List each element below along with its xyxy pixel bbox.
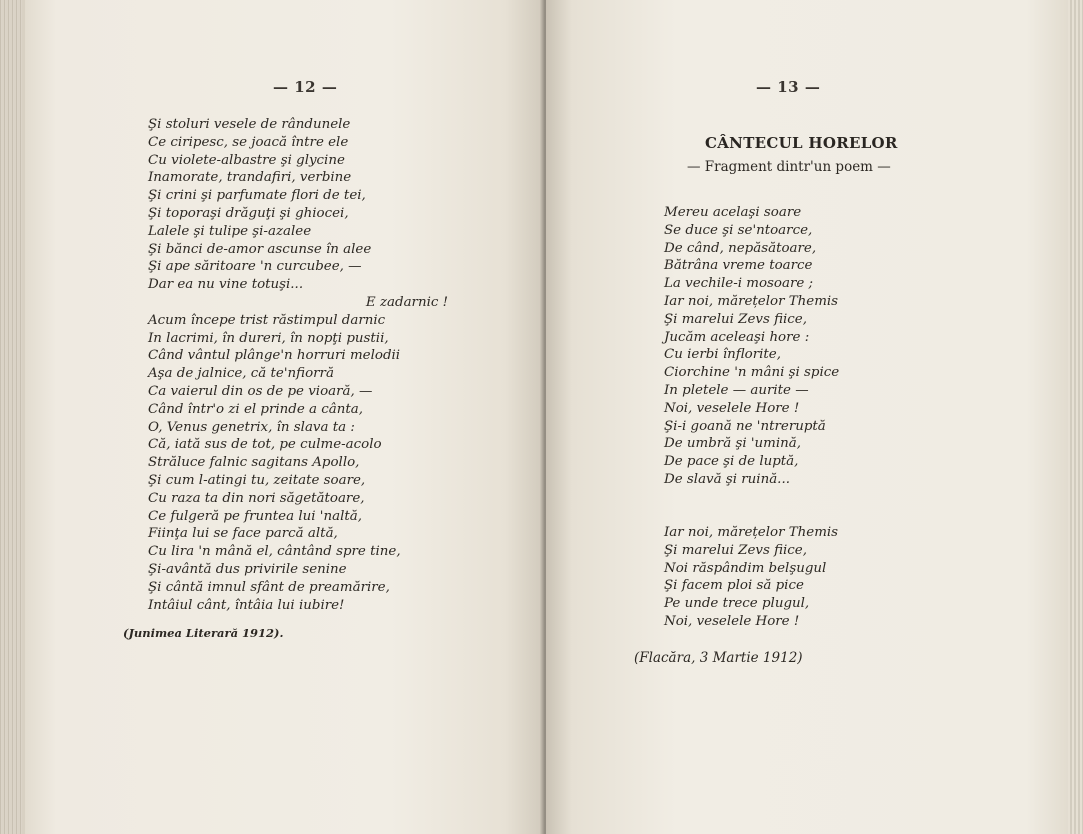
poem-line: In lacrimi, în dureri, în nopţi pustii, [148,330,389,346]
poem-line: Cu ierbi înflorite, [664,347,781,363]
poem-line: Noi, veselele Hore ! [664,613,800,629]
poem-line: Şi bănci de-amor ascunse în alee [148,241,372,257]
left-page-edges [0,0,22,834]
poem-line: Când într'o zi el prinde a cânta, [148,401,364,417]
poem-line: Şi ape săritoare 'n curcubee, — [148,259,362,275]
poem-line: Cu violete-albastre şi glycine [148,152,345,168]
poem-line: Şi marelui Zevs fiice, [664,542,807,558]
poem-line: Jucăm aceleaşi hore : [664,329,810,345]
poem-line: De când, nepăsătoare, [664,240,817,256]
poem-line: E zadarnic ! [365,294,448,310]
poem-line: Iar noi, mărețelor Themis [664,293,839,309]
poem-line: Şi cântă imnul sfânt de preamărire, [148,579,390,595]
poem-line: In pletele — aurite — [664,382,809,398]
poem-line: De umbră şi 'umină, [664,436,802,452]
poem-line: Ce fulgeră pe fruntea lui 'naltă, [148,508,362,524]
source-citation-left: (Junimea Literară 1912). [123,626,284,640]
poem-line: Se duce şi se'ntoarce, [664,222,813,238]
poem-line: Ciorchine 'n mâni şi spice [664,365,840,381]
poem-line: Şi crini şi parfumate flori de tei, [148,188,366,204]
left-page [22,0,547,834]
poem-line: Inamorate, trandafiri, verbine [148,170,352,186]
poem-line: De slavă şi ruină... [664,471,790,487]
poem-line: Noi, veselele Hore ! [664,400,800,416]
poem-line: Şi-i goană ne 'ntreruptă [664,418,826,434]
poem-title: CÂNTECUL HORELOR [705,134,898,152]
poem-line: Acum începe trist răstimpul darnic [148,312,386,328]
poem-line: Când vântul plânge'n horruri melodii [148,348,401,364]
source-citation-right: (Flacăra, 3 Martie 1912) [634,650,803,666]
poem-line: Şi facem ploi să pice [664,578,804,594]
right-page [546,0,1068,834]
poem-stanza-2 [664,524,838,631]
poem-line: Şi cum l-atingi tu, zeitate soare, [148,472,366,488]
poem-line: Noi răspândim belşugul [664,560,827,576]
poem-line: Dar ea nu vine totuşi... [148,277,304,293]
poem-line: Iar noi, mărețelor Themis [664,525,839,540]
poem-line: Că, iată sus de tot, pe culme-acolo [148,437,382,453]
poem-line: Cu raza ta din nori săgetătoare, [148,490,365,506]
poem-line: Mereu acelaşi soare [664,205,802,220]
poem-stanza-1 [664,204,839,489]
poem-line: Şi toporaşi drăguţi şi ghiocei, [148,205,349,221]
poem-line: Fiinţa lui se face parcă altă, [148,526,338,542]
poem-line: Şi marelui Zevs fiice, [664,311,807,327]
poem-line: Bătrâna vreme toarce [664,258,813,274]
page-number-right: — 13 — [756,78,821,96]
poem-line: Cu lira 'n mână el, cântând spre tine, [148,544,401,560]
poem-line: Aşa de jalnice, că te'nfiorră [148,366,334,382]
poem-subtitle: — Fragment dintr'un poem — [687,159,891,175]
poem-line: Intâiul cânt, întâia lui iubire! [148,597,345,613]
poem-line: La vechile-i mosoare ; [664,276,814,292]
poem-line: Ce ciripesc, se joacă între ele [148,134,349,150]
poem-line: Şi-avântă dus privirile senine [148,561,347,577]
poem-line: Străluce falnic sagitans Apollo, [148,455,360,471]
poem-line: De pace şi de luptă, [664,454,799,470]
poem-line: Şi stoluri vesele de rândunele [148,117,351,132]
page-number-left: — 12 — [273,78,338,96]
poem-text-left [148,116,448,614]
right-page-edges [1068,0,1083,834]
poem-line: Ca vaierul din os de pe vioară, — [148,383,373,399]
poem-line: Pe unde trece plugul, [664,596,810,612]
poem-line: O, Venus genetrix, în slava ta : [148,419,355,435]
poem-line: Lalele şi tulipe şi-azalee [148,223,312,239]
